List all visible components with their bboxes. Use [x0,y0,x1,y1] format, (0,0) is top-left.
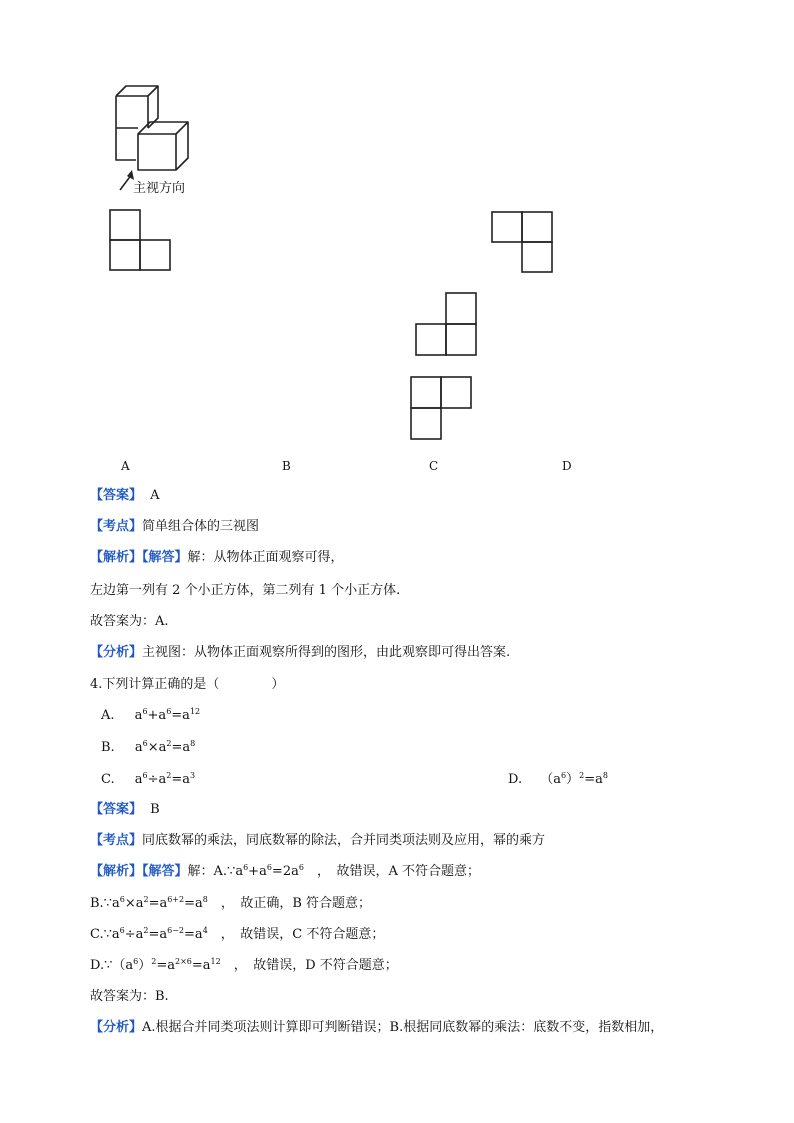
q4-option-d [508,771,608,789]
q4-kaodian-line [90,832,545,850]
kaodian-tag: 【考点】 [90,833,143,848]
q4-jiexi-c: $C.\because a^6\div a^2=a^{6-2}=a^4$ ， 故错误，C 不符合题意； [90,926,385,942]
kaodian-tag: 【考点】 [90,519,143,534]
fenxi-tag: 【分析】 [90,1020,143,1035]
option-a-label: A [121,459,130,473]
q4-jiexi-a [90,863,480,881]
q4-answer: B [150,802,160,817]
q4-option-a-label: A. [101,708,115,723]
q3-answer-line [90,487,160,505]
q4-fenxi-line [90,1019,663,1037]
q3-jiexi-line2: 左边第一列有 2 个小正方体，第二列有 1 个小正方体. [90,583,401,598]
q4-jiexi-d: $D.\because(a^6)^2=a^{2\times 6}=a^{12}$ ， 故错误，D 不符合题意； [90,957,398,973]
direction-label: 主视方向 [133,181,186,196]
q4-jiexi-a-text: 解：$A.\because a^6+a^6=2a^6$ ， 故错误，A 不符合题意； [187,863,480,879]
fenxi-tag: 【分析】 [90,645,143,660]
q4-kaodian: 同底数幂的乘法，同底数幂的除法，合并同类项法则及应用，幂的乘方 [142,833,546,848]
jieda-tag: 【解答】 [142,550,188,565]
jieda-tag: 【解答】 [142,864,188,879]
cube-drawing [108,82,208,192]
jiexi-tag: 【解析】 [90,550,143,565]
q4-option-b-expr: $a^6\times a^2=a^8$ [134,739,196,755]
answer-tag: 【答案】 [90,488,143,503]
q3-jiexi-text1: 解：从物体正面观察可得， [187,550,344,565]
q3-conclusion: 故答案为：A. [90,614,169,629]
option-c-label: C [429,459,439,473]
q4-option-b [101,739,195,757]
q4-jiexi-b: $B.\because a^6\times a^2=a^{6+2}=a^8$ ， 故正确，B 符合题意； [90,895,372,911]
q3-jiexi-line1 [90,549,344,567]
option-d-label: D [562,459,572,473]
option-b-figure [491,211,555,273]
option-c-figure [415,292,479,356]
q3-kaodian: 简单组合体的三视图 [142,519,260,534]
q4-option-a-expr: $a^6+a^6=a^{12}$ [134,707,201,723]
jiexi-tag: 【解析】 [90,864,143,879]
q4-stem: 4.下列计算正确的是（ ） [90,677,285,692]
q4-answer-line [90,801,160,819]
option-a-figure [109,209,173,271]
q4-option-c-label: C. [101,772,115,787]
q4-conclusion: 故答案为：B. [90,989,169,1004]
q3-kaodian-line [90,518,259,536]
q4-option-b-label: B. [101,740,115,755]
q3-fenxi-line [90,644,510,662]
q4-option-d-label: D. [508,772,523,787]
q3-fenxi: 主视图：从物体正面观察所得到的图形，由此观察即可得出答案. [142,645,511,660]
q4-fenxi: A.根据合并同类项法则计算即可判断错误；B.根据同底数幂的乘法：底数不变，指数相加， [142,1020,664,1035]
answer-tag: 【答案】 [90,802,143,817]
q4-option-d-expr: $(a^6)^2=a^8$ [540,771,608,787]
q3-answer: A [150,488,160,503]
option-d-figure [410,376,474,440]
q4-option-c-expr: $a^6\div a^2=a^3$ [134,771,196,787]
q4-option-a [101,707,200,725]
option-b-label: B [282,459,291,473]
q4-option-c [101,771,195,789]
